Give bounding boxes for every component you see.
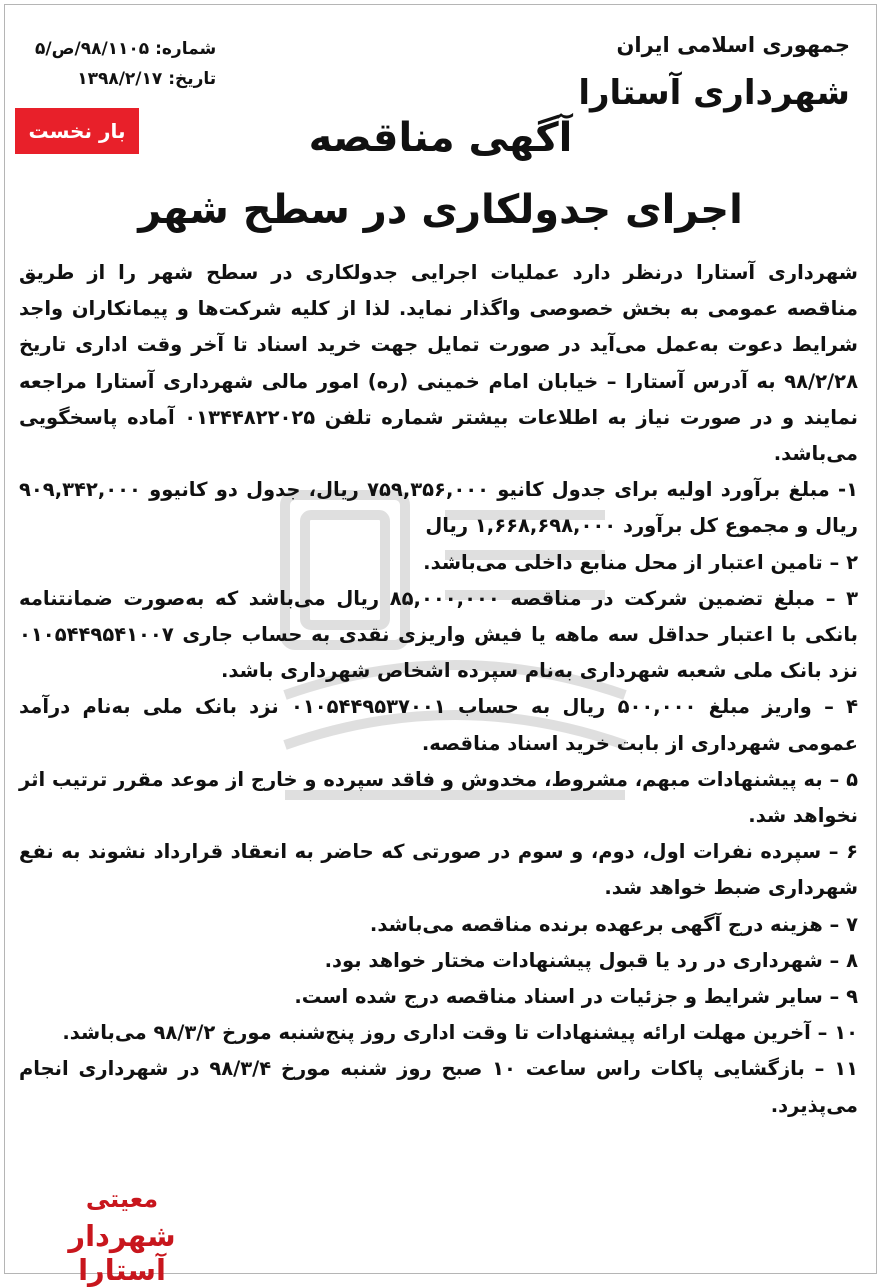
reference-number	[35, 39, 216, 59]
list-item: ۳ – مبلغ تضمین شرکت در مناقصه ۸۵,۰۰۰,۰۰۰ ریال می‌باشد که به‌صورت ضمانتنامه بانکی با اعتبار حداقل سه ماهه یا فیش واریزی نقدی به حساب جاری ۰۱۰۵۴۴۹۵۴۱۰۰۷ نزد بانک ملی شعبه شهرداری به‌نام سپرده اشخاص شهرداری باشد.	[19, 586, 858, 683]
list-item: ۱۱ – بازگشایی پاکات راس ساعت ۱۰ صبح روز شنبه مورخ ۹۸/۳/۴ در شهرداری انجام می‌پذیرد.	[19, 1057, 858, 1117]
signature-block	[27, 1185, 217, 1287]
list-item: ۲ – تامین اعتبار از محل منابع داخلی می‌باشد.	[423, 550, 858, 574]
list-item: ۱۰ – آخرین مهلت ارائه پیشنهادات تا وقت اداری روز پنج‌شنبه مورخ ۹۸/۳/۲ می‌باشد.	[62, 1021, 858, 1045]
municipality-name: شهرداری آستارا	[578, 73, 850, 113]
signatory-role: شهردار آستارا	[68, 1219, 176, 1287]
date-value: ۱۳۹۸/۲/۱۷	[77, 69, 163, 89]
republic-label: جمهوری اسلامی ایران	[616, 33, 850, 57]
announcement-body	[19, 255, 858, 1124]
list-item: ۶ – سپرده نفرات اول، دوم، و سوم در صورتی که حاضر به انعقاد قرارداد نشوند به نفع شهرداری ضبط خواهد شد.	[19, 840, 858, 900]
number-value: ۹۸/۱۱۰۵/ص/۵	[35, 39, 150, 59]
signatory-name: معیتی	[85, 1185, 159, 1213]
intro-paragraph: شهرداری آستارا درنظر دارد عملیات اجرایی جدولکاری در سطح شهر را از طریق مناقصه عمومی به بخش خصوصی واگذار نماید. لذا از کلیه شرکت‌ها و پیمانکاران واجد شرایط دعوت به‌عمل می‌آید در صورت تمایل جهت خرید اسناد تا آخر وقت اداری تاریخ ۹۸/۲/۲۸ به آدرس آستارا – خیابان امام خمینی (ره) امور مالی شهرداری آستارا مراجعه نمایند و در صورت نیاز به اطلاعات بیشتر شماره تلفن ۰۱۳۴۴۸۲۲۰۲۵ آماده پاسخگویی می‌باشد.	[19, 261, 858, 466]
page-subtitle: اجرای جدولکاری در سطح شهر	[138, 187, 743, 233]
date-label: تاریخ:	[168, 69, 217, 89]
reference-block	[35, 39, 216, 99]
list-item: ۵ – به پیشنهادات مبهم، مشروط، مخدوش و فاقد سپرده و خارج از موعد مقرر ترتیب اثر نخواهد شد.	[19, 767, 858, 828]
list-item: ۱- مبلغ برآورد اولیه برای جدول کانیو ۷۵۹,۳۵۶,۰۰۰ ریال، جدول دو کانیوو ۹۰۹,۳۴۲,۰۰۰ ریال و مجموع کل برآورد ۱,۶۶۸,۶۹۸,۰۰۰ ریال	[19, 478, 858, 538]
document-frame	[4, 4, 877, 1287]
reference-date	[35, 69, 216, 89]
first-publication-badge: بار نخست	[15, 108, 139, 154]
list-item: ۴ – واریز مبلغ ۵۰۰,۰۰۰ ریال به حساب ۰۱۰۵۴۴۹۵۳۷۰۰۱ نزد بانک ملی به‌نام درآمد عمومی شهرداری از بابت خرید اسناد مناقصه.	[19, 695, 859, 755]
list-item: ۸ – شهرداری در رد یا قبول پیشنهادات مختار خواهد بود.	[324, 948, 858, 972]
number-label: شماره:	[155, 39, 217, 59]
page-title: آگهی مناقصه	[308, 115, 573, 161]
list-item: ۹ – سایر شرایط و جزئیات در اسناد مناقصه درج شده است.	[294, 985, 858, 1009]
list-item: ۷ – هزینه درج آگهی برعهده برنده مناقصه می‌باشد.	[369, 912, 858, 936]
issuer-header	[578, 19, 850, 113]
